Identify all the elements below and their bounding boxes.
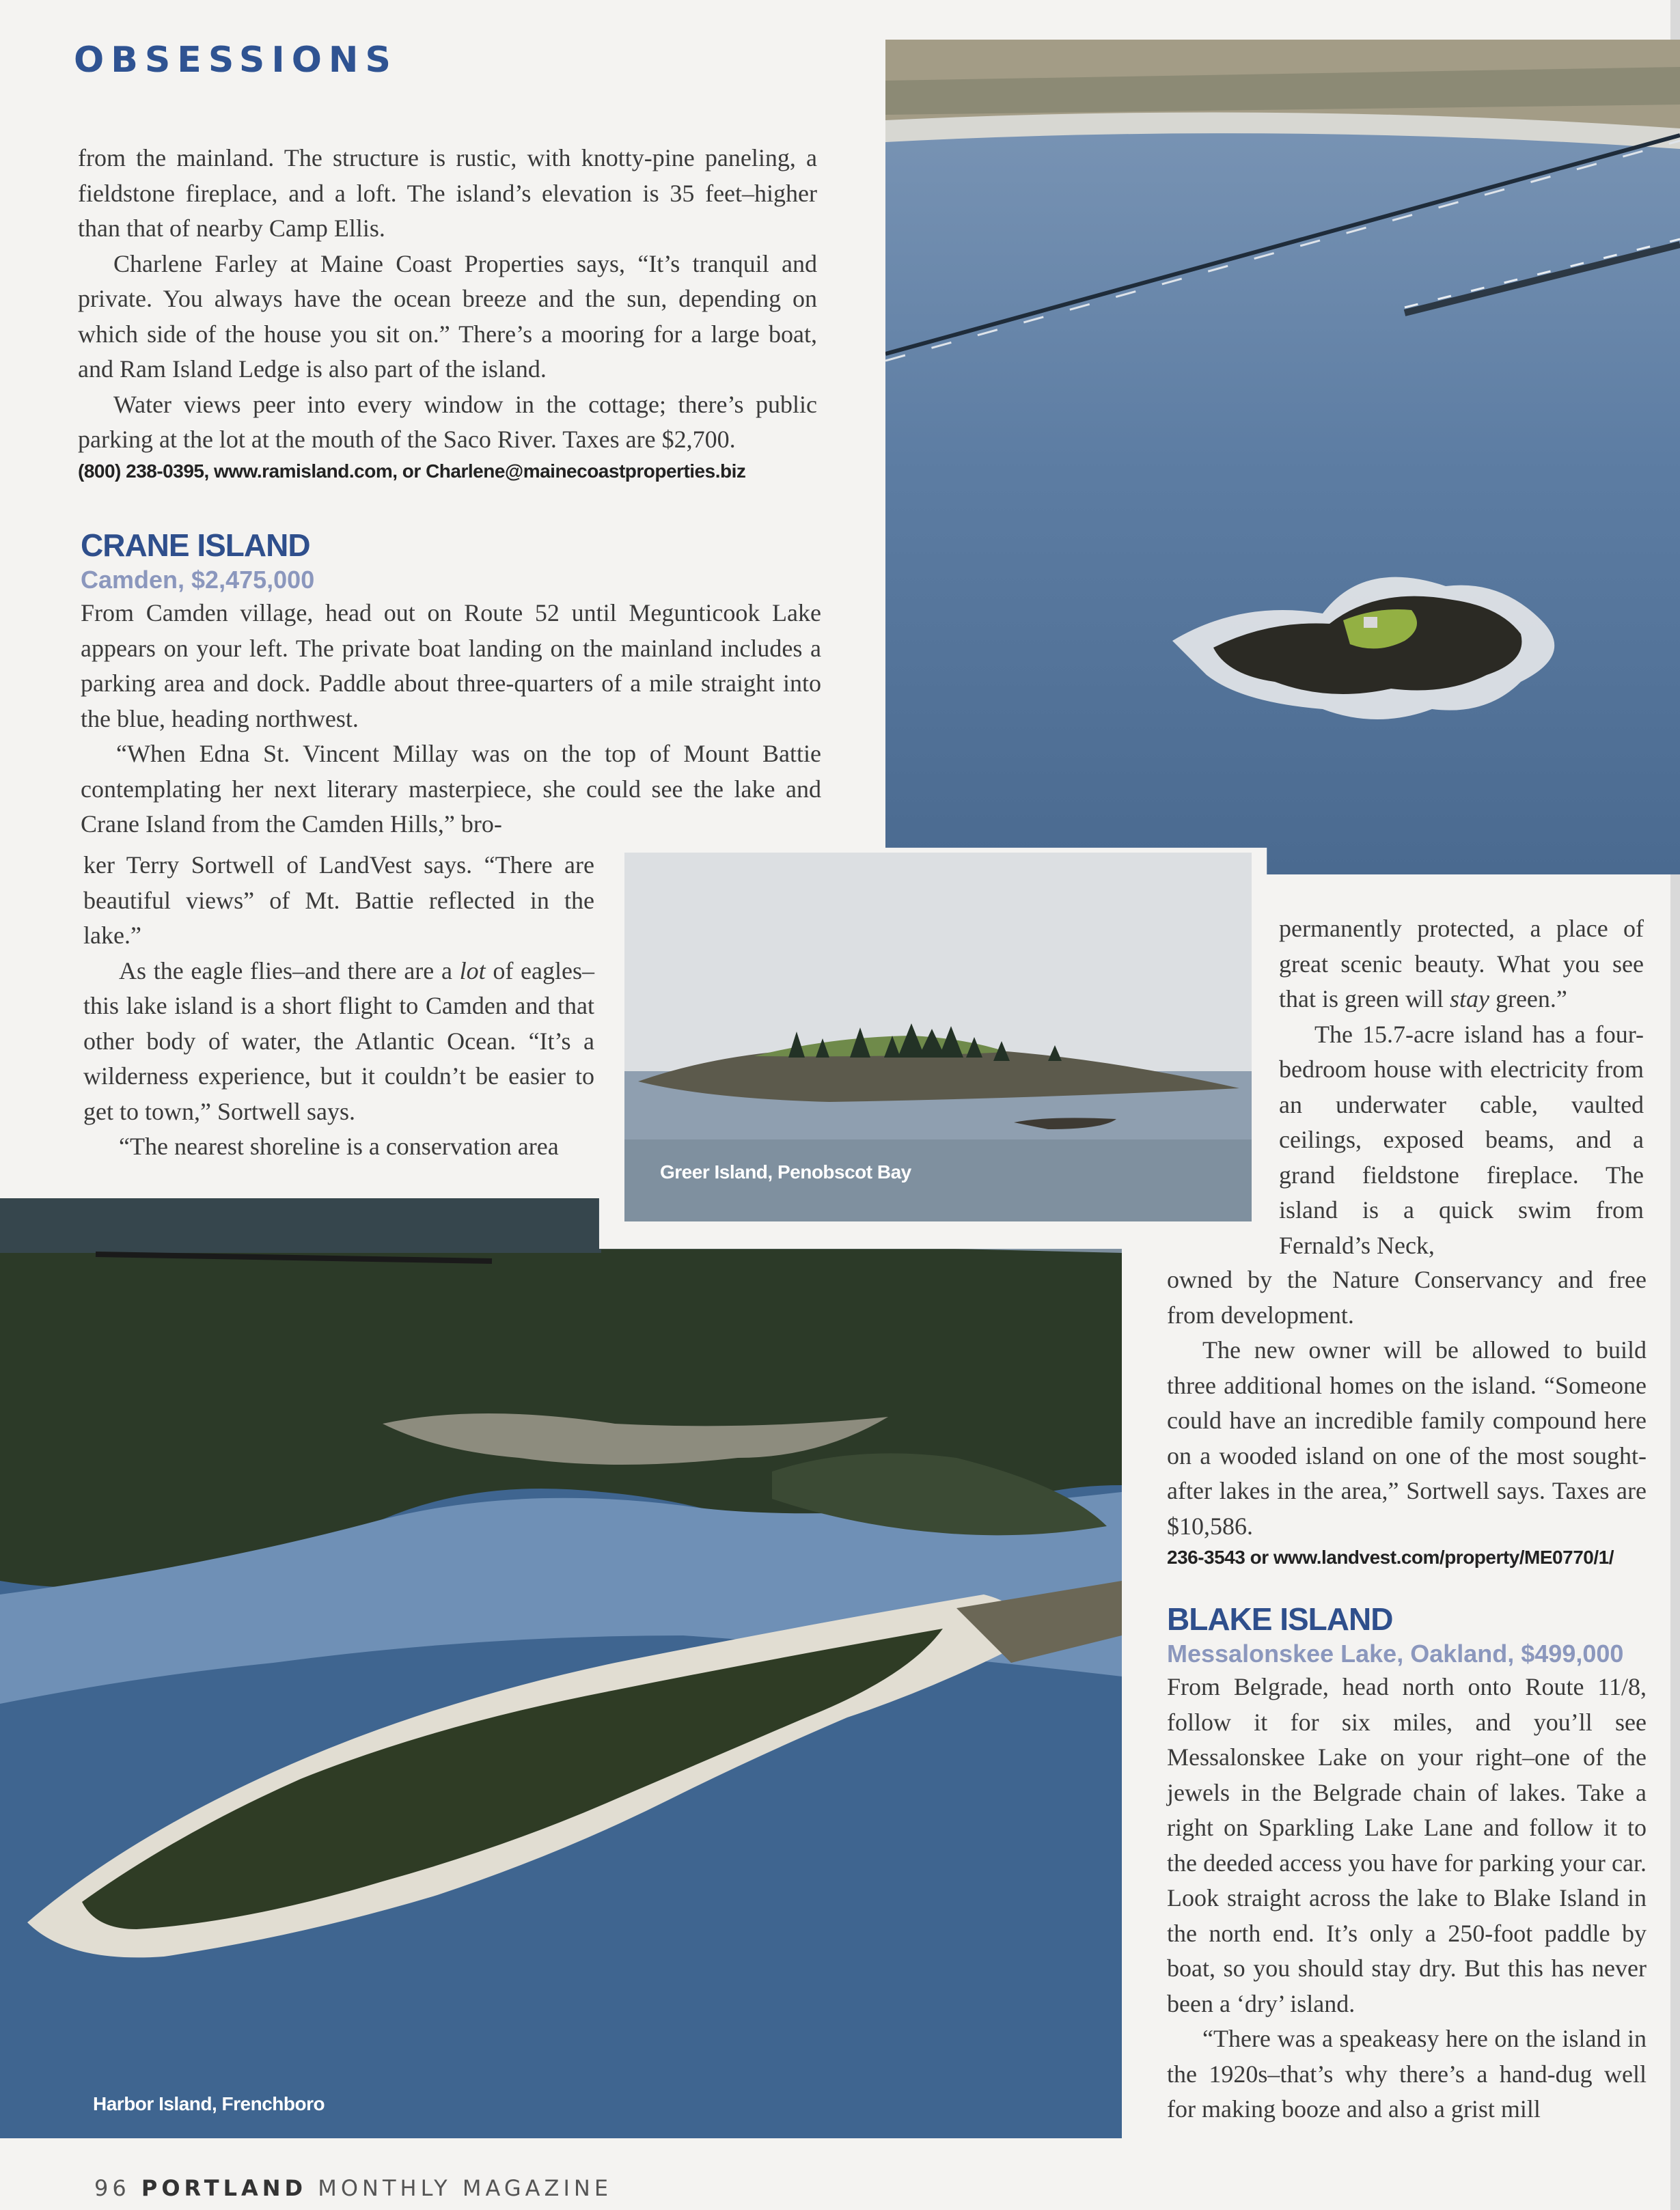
page-footer — [94, 2175, 612, 2201]
emphasis: lot — [459, 956, 486, 984]
text-run: As the eagle flies–and there are a — [119, 956, 460, 984]
paragraph: The 15.7-acre island has a four-bedroom house with electricity from an underwater cable, vaulted ceilings, exposed beams, and a grand fieldstone fireplace. The island is a quick swim from Fernald’s Neck, — [1279, 1020, 1644, 1259]
text-run: green.” — [1489, 985, 1567, 1012]
paragraph: Water views peer into every window in the cottage; there’s public parking at the lot at the mouth of the Saco River. Taxes are $2,700. — [78, 390, 817, 453]
page-number: 96 — [94, 2175, 130, 2201]
magazine-brand: PORTLAND — [141, 2175, 307, 2201]
crane-island-narrow-column — [83, 848, 594, 1165]
text-run: of eagles–this lake island is a short flight to Camden and that other body of water, the Atlantic Ocean. “It’s a wilderness experience, but it couldn’t be easier to get to town,” Sortwell says. — [83, 956, 595, 1125]
photo-ram-island-aerial — [885, 40, 1680, 874]
photo-harbor-island-aerial — [0, 1198, 1122, 2138]
text-run: permanently protected, a place of great scenic beauty. What you see that is green will — [1279, 915, 1644, 1012]
paragraph: owned by the Nature Conservancy and free from development. — [1167, 1266, 1647, 1329]
column-right-narrow — [1279, 911, 1644, 1263]
paragraph: “When Edna St. Vincent Millay was on the top of Mount Battie contemplating her next literary masterpiece, she could see the lake and Crane Island from the Camden Hills,” bro- — [81, 740, 821, 838]
paragraph: “The nearest shoreline is a conservation area — [119, 1133, 559, 1160]
paragraph: “There was a speakeasy here on the island in the 1920s–that’s why there’s a hand-dug well for making booze and also a grist mill — [1167, 2025, 1647, 2123]
paragraph: from the mainland. The structure is rustic, with knotty-pine paneling, a fieldstone fireplace, and a loft. The island’s elevation is 35 feet–higher than that of nearby Camp Ellis. — [78, 144, 817, 242]
blake-island-subtitle: Messalonskee Lake, Oakland, $499,000 — [1167, 1640, 1624, 1668]
paragraph — [83, 954, 594, 1130]
photo-caption-greer: Greer Island, Penobscot Bay — [660, 1161, 911, 1183]
crane-island-section — [81, 526, 821, 842]
crane-island-title: CRANE ISLAND — [81, 527, 310, 563]
paragraph: The new owner will be allowed to build three additional homes on the island. “Someone could have an incredible family compound here on a wooded island on one of the most sought-after lakes in the area,” Sortwell says. Taxes are $10,586. — [1167, 1336, 1647, 1540]
emphasis: stay — [1449, 985, 1489, 1012]
photo-caption-harbor: Harbor Island, Frenchboro — [93, 2093, 325, 2114]
column-intro — [78, 141, 817, 485]
paragraph: ker Terry Sortwell of LandVest says. “There are beautiful views” of Mt. Battie reflected in the lake.” — [83, 851, 594, 949]
column-right — [1167, 1262, 1647, 2127]
crane-island-subtitle: Camden, $2,475,000 — [81, 566, 315, 594]
section-heading: OBSESSIONS — [74, 40, 398, 81]
contact-info[interactable]: 236-3543 or www.landvest.com/property/ME0770/1/ — [1167, 1547, 1614, 1568]
paragraph: From Camden village, head out on Route 52 until Megunticook Lake appears on your left. The private boat landing on the mainland includes a parking area and dock. Paddle about three-quarters of a mile straight into the blue, heading northwest. — [81, 599, 821, 732]
contact-info[interactable]: (800) 238-0395, www.ramisland.com, or Charlene@mainecoastproperties.biz — [78, 460, 746, 482]
magazine-name-rest: MONTHLY MAGAZINE — [318, 2175, 613, 2201]
paragraph: From Belgrade, head north onto Route 11/8, follow it for six miles, and you’ll see Messalonskee Lake on your right–one of the jewels in the Belgrade chain of lakes. Take a right on Sparkling Lake Lane and follow it to the deeded access you have for parking your car. Look straight across the lake to Blake Island in the north end. It’s only a 250-foot paddle by boat, so you should stay dry. But this has never been a ‘dry’ island. — [1167, 1673, 1647, 2017]
paragraph: Charlene Farley at Maine Coast Properties says, “It’s tranquil and private. You always have the ocean breeze and the sun, depending on which side of the house you sit on.” There’s a mooring for a large boat, and Ram Island Ledge is also part of the island. — [78, 249, 817, 383]
blake-island-title: BLAKE ISLAND — [1167, 1601, 1393, 1637]
paragraph — [1279, 911, 1644, 1017]
